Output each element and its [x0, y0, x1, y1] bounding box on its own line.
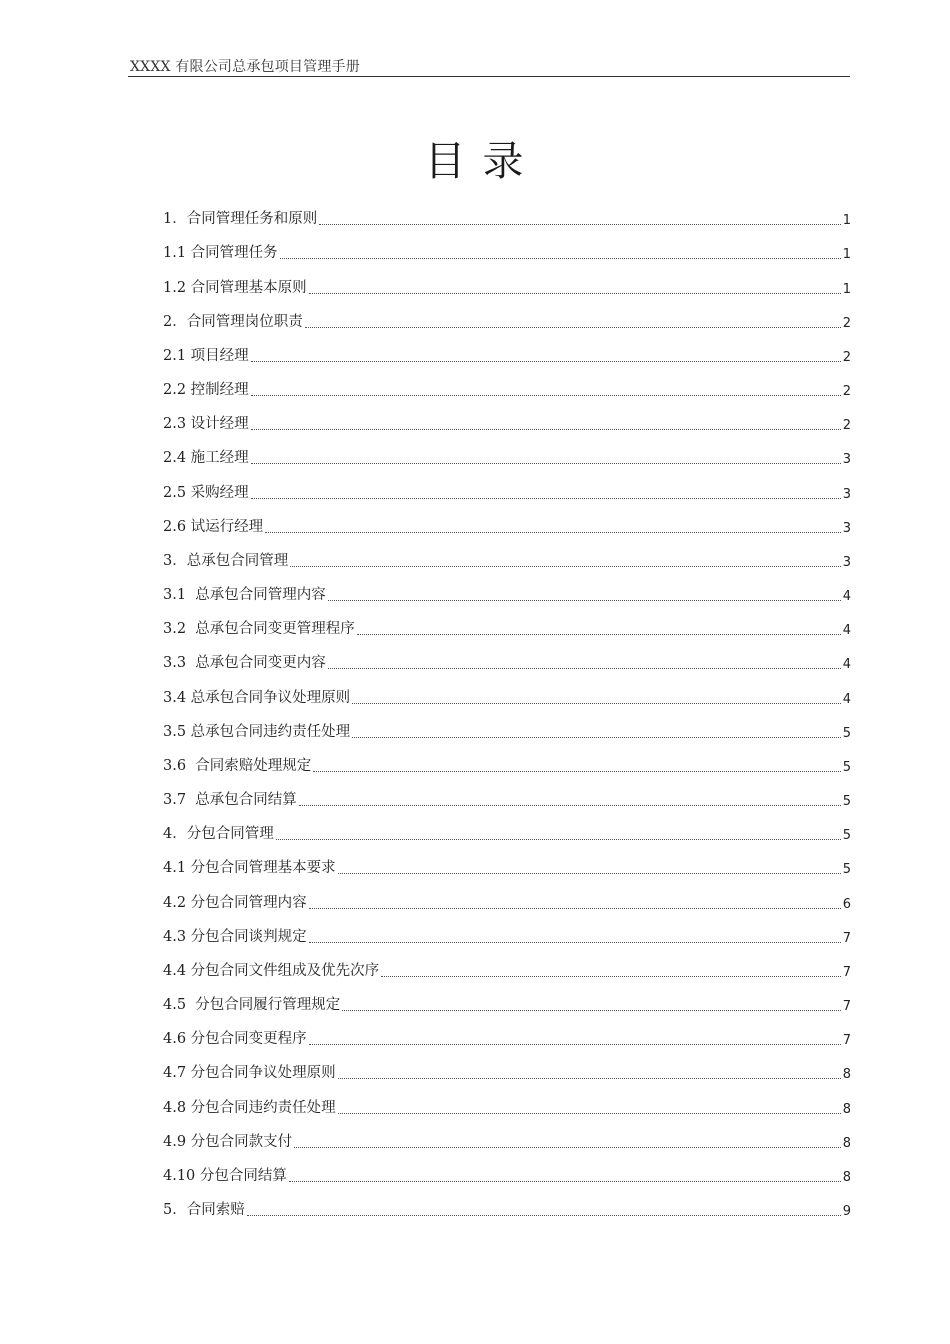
toc-entry[interactable]: [163, 372, 851, 406]
toc-entry-page-number: 1: [842, 281, 851, 297]
toc-entry-page-number: 8: [842, 1169, 851, 1185]
toc-entry-label: 4.10 分包合同结算: [163, 1167, 287, 1184]
toc-dot-leader: [357, 634, 841, 635]
toc-entry[interactable]: [163, 509, 851, 543]
toc-dot-leader: [338, 873, 841, 874]
toc-entry[interactable]: [163, 543, 851, 577]
toc-entry-page-number: 7: [842, 930, 851, 946]
page-title: 目 录: [424, 137, 526, 185]
toc-entry-label: 4.2 分包合同管理内容: [163, 894, 307, 911]
toc-entry-label: 4.1 分包合同管理基本要求: [163, 860, 336, 877]
toc-entry[interactable]: [163, 953, 851, 987]
toc-dot-leader: [328, 600, 841, 601]
toc-entry[interactable]: [163, 1124, 851, 1158]
toc-dot-leader: [294, 1147, 841, 1148]
toc-entry-page-number: 1: [842, 213, 851, 229]
toc-entry-label: 4．分包合同管理: [163, 826, 274, 843]
toc-entry-label: 3.6 合同索赔处理规定: [163, 757, 312, 774]
toc-entry-page-number: 3: [842, 520, 851, 536]
toc-entry-page-number: 8: [842, 1135, 851, 1151]
toc-entry-page-number: 9: [842, 1204, 851, 1220]
toc-entry-label: 3．总承包合同管理: [163, 552, 289, 569]
toc-dot-leader: [352, 737, 841, 738]
toc-dot-leader: [289, 1181, 841, 1182]
toc-entry-page-number: 4: [842, 657, 851, 673]
header-title: XXXX 有限公司总承包项目管理手册: [130, 59, 360, 75]
toc-dot-leader: [280, 258, 841, 259]
toc-dot-leader: [319, 224, 840, 225]
toc-entry-label: 1．合同管理任务和原则: [163, 211, 318, 228]
toc-entry-page-number: 6: [842, 896, 851, 912]
toc-dot-leader: [251, 463, 841, 464]
toc-entry-label: 4.5 分包合同履行管理规定: [163, 997, 341, 1014]
toc-entry-page-number: 3: [842, 486, 851, 502]
toc-dot-leader: [276, 839, 841, 840]
toc-entry-page-number: 4: [842, 623, 851, 639]
toc-dot-leader: [313, 771, 840, 772]
toc-entry[interactable]: [163, 714, 851, 748]
toc-dot-leader: [342, 1010, 840, 1011]
toc-entry[interactable]: [163, 919, 851, 953]
toc-entry-page-number: 2: [842, 418, 851, 434]
toc-entry-page-number: 4: [842, 589, 851, 605]
toc-entry-page-number: 4: [842, 691, 851, 707]
toc-entry-label: 4.3 分包合同谈判规定: [163, 928, 307, 945]
toc-entry[interactable]: [163, 406, 851, 440]
toc-dot-leader: [251, 429, 841, 430]
toc-entry[interactable]: [163, 782, 851, 816]
toc-entry-label: 1.1 合同管理任务: [163, 245, 278, 262]
toc-entry[interactable]: [163, 201, 851, 235]
toc-dot-leader: [309, 1044, 841, 1045]
toc-entry-page-number: 1: [842, 247, 851, 263]
toc-entry[interactable]: [163, 1021, 851, 1055]
toc-entry[interactable]: [163, 304, 851, 338]
toc-dot-leader: [247, 1215, 841, 1216]
toc-dot-leader: [290, 566, 840, 567]
table-of-contents: [163, 201, 851, 1226]
toc-entry[interactable]: [163, 987, 851, 1021]
toc-entry[interactable]: [163, 235, 851, 269]
toc-entry-label: 2.3 设计经理: [163, 416, 249, 433]
toc-entry[interactable]: [163, 816, 851, 850]
toc-dot-leader: [251, 395, 841, 396]
toc-dot-leader: [381, 976, 841, 977]
toc-entry[interactable]: [163, 1089, 851, 1123]
toc-dot-leader: [328, 668, 841, 669]
toc-entry-label: 2.1 项目经理: [163, 347, 249, 364]
toc-entry-page-number: 7: [842, 1033, 851, 1049]
toc-entry[interactable]: [163, 748, 851, 782]
toc-entry-page-number: 2: [842, 349, 851, 365]
toc-entry-label: 5．合同索赔: [163, 1202, 245, 1219]
page-header: [128, 54, 850, 77]
toc-entry-label: 4.4 分包合同文件组成及优先次序: [163, 962, 380, 979]
toc-dot-leader: [309, 293, 841, 294]
toc-dot-leader: [265, 532, 841, 533]
toc-dot-leader: [309, 942, 841, 943]
toc-dot-leader: [251, 361, 841, 362]
toc-entry[interactable]: [163, 474, 851, 508]
toc-entry[interactable]: [163, 1158, 851, 1192]
toc-entry-page-number: 2: [842, 315, 851, 331]
toc-entry[interactable]: [163, 850, 851, 884]
toc-entry-page-number: 7: [842, 999, 851, 1015]
toc-entry-label: 4.9 分包合同款支付: [163, 1133, 293, 1150]
toc-entry[interactable]: [163, 611, 851, 645]
toc-entry-label: 2.6 试运行经理: [163, 518, 264, 535]
toc-entry-label: 2.2 控制经理: [163, 382, 249, 399]
toc-dot-leader: [309, 908, 841, 909]
toc-entry-page-number: 8: [842, 1101, 851, 1117]
toc-entry[interactable]: [163, 884, 851, 918]
toc-entry-label: 4.8 分包合同违约责任处理: [163, 1099, 336, 1116]
toc-entry-label: 4.6 分包合同变更程序: [163, 1031, 307, 1048]
toc-entry-label: 2.4 施工经理: [163, 450, 249, 467]
toc-entry-page-number: 5: [842, 862, 851, 878]
toc-entry-label: 3.7 总承包合同结算: [163, 792, 297, 809]
toc-entry-page-number: 8: [842, 1067, 851, 1083]
toc-entry-label: 3.2 总承包合同变更管理程序: [163, 621, 355, 638]
toc-entry-page-number: 5: [842, 794, 851, 810]
toc-entry[interactable]: [163, 645, 851, 679]
toc-entry-label: 2.5 采购经理: [163, 484, 249, 501]
toc-entry-label: 4.7 分包合同争议处理原则: [163, 1065, 336, 1082]
toc-entry-page-number: 3: [842, 554, 851, 570]
toc-entry-label: 3.1 总承包合同管理内容: [163, 587, 326, 604]
toc-entry-label: 3.3 总承包合同变更内容: [163, 655, 326, 672]
toc-entry-label: 1.2 合同管理基本原则: [163, 279, 307, 296]
toc-entry-page-number: 5: [842, 759, 851, 775]
toc-entry-label: 3.4 总承包合同争议处理原则: [163, 689, 351, 706]
toc-entry-page-number: 7: [842, 964, 851, 980]
toc-entry-page-number: 3: [842, 452, 851, 468]
toc-entry[interactable]: [163, 679, 851, 713]
toc-entry-page-number: 2: [842, 384, 851, 400]
toc-entry[interactable]: [163, 440, 851, 474]
toc-dot-leader: [299, 805, 841, 806]
toc-entry-page-number: 5: [842, 725, 851, 741]
toc-entry[interactable]: [163, 577, 851, 611]
toc-dot-leader: [338, 1078, 841, 1079]
toc-entry[interactable]: [163, 269, 851, 303]
toc-dot-leader: [352, 703, 841, 704]
toc-entry[interactable]: [163, 1055, 851, 1089]
toc-entry[interactable]: [163, 1192, 851, 1226]
toc-entry-page-number: 5: [842, 828, 851, 844]
toc-entry[interactable]: [163, 338, 851, 372]
toc-entry-label: 3.5 总承包合同违约责任处理: [163, 723, 351, 740]
toc-entry-label: 2．合同管理岗位职责: [163, 313, 303, 330]
toc-dot-leader: [338, 1113, 841, 1114]
toc-dot-leader: [251, 498, 841, 499]
toc-dot-leader: [305, 327, 841, 328]
